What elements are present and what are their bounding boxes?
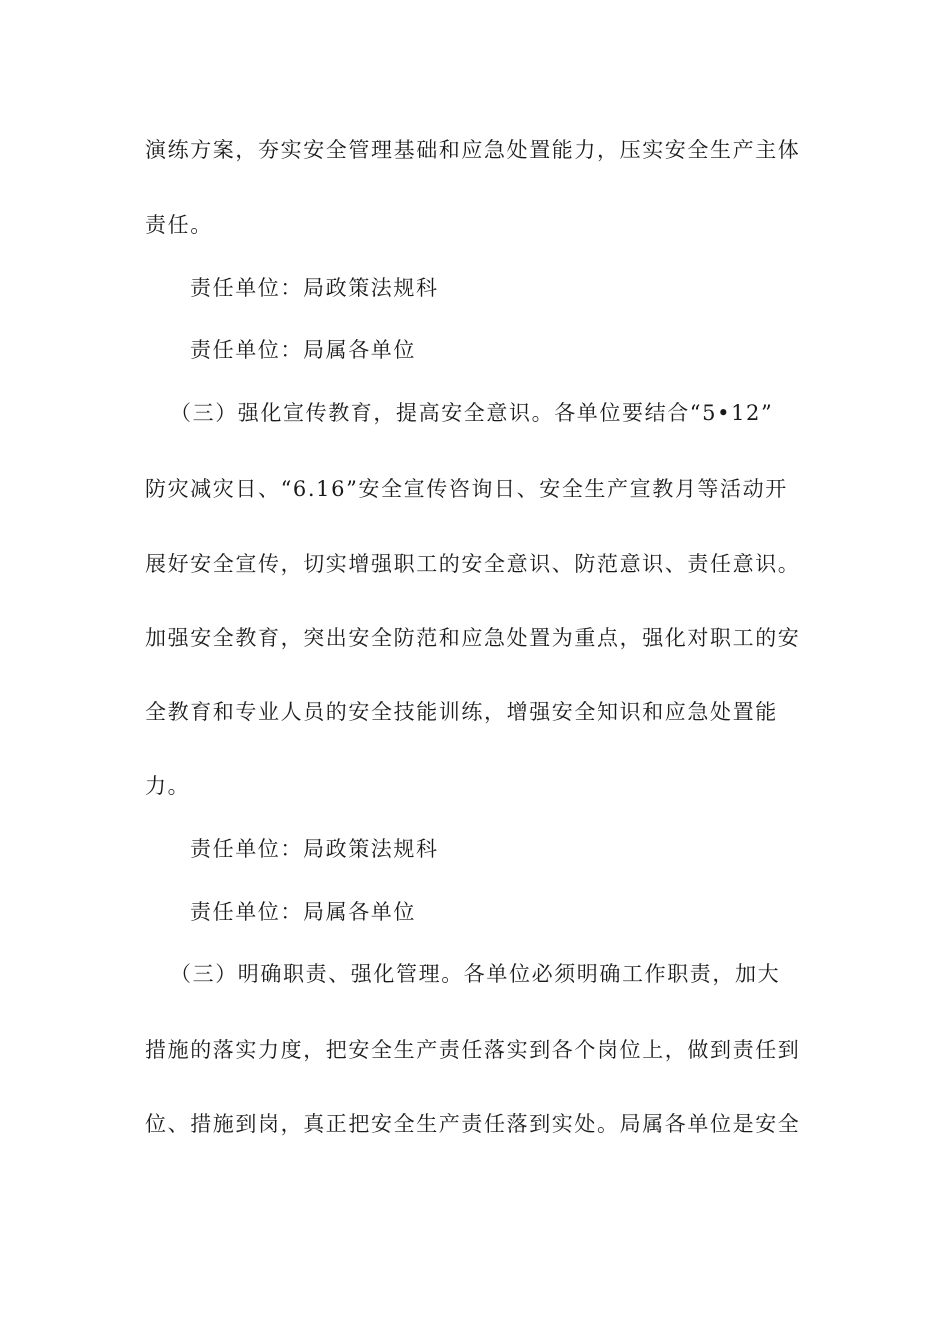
paragraph-line: 措施的落实力度，把安全生产责任落实到各个岗位上，做到责任到 xyxy=(145,1038,801,1062)
responsible-unit-line: 责任单位：局属各单位 xyxy=(190,338,416,362)
paragraph-line: 加强安全教育，突出安全防范和应急处置为重点，强化对职工的安 xyxy=(145,626,801,650)
paragraph-line: 展好安全宣传，切实增强职工的安全意识、防范意识、责任意识。 xyxy=(145,552,801,576)
paragraph-line: 全教育和专业人员的安全技能训练，增强安全知识和应急处置能 xyxy=(145,700,778,724)
responsible-unit-line: 责任单位：局属各单位 xyxy=(190,900,416,924)
responsible-unit-line: 责任单位：局政策法规科 xyxy=(190,837,439,861)
paragraph-line: 演练方案，夯实安全管理基础和应急处置能力，压实安全生产主体 xyxy=(145,138,801,162)
paragraph-line: 责任。 xyxy=(145,213,213,237)
paragraph-line: 力。 xyxy=(145,774,191,798)
section-heading-line: （三）强化宣传教育，提高安全意识。各单位要结合“5•12” xyxy=(170,401,774,425)
section-heading-line: （三）明确职责、强化管理。各单位必须明确工作职责，加大 xyxy=(170,962,781,986)
paragraph-line: 位、措施到岗，真正把安全生产责任落到实处。局属各单位是安全 xyxy=(145,1112,801,1136)
paragraph-line: 防灾减灾日、“6.16”安全宣传咨询日、安全生产宣教月等活动开 xyxy=(145,477,788,501)
responsible-unit-line: 责任单位：局政策法规科 xyxy=(190,276,439,300)
